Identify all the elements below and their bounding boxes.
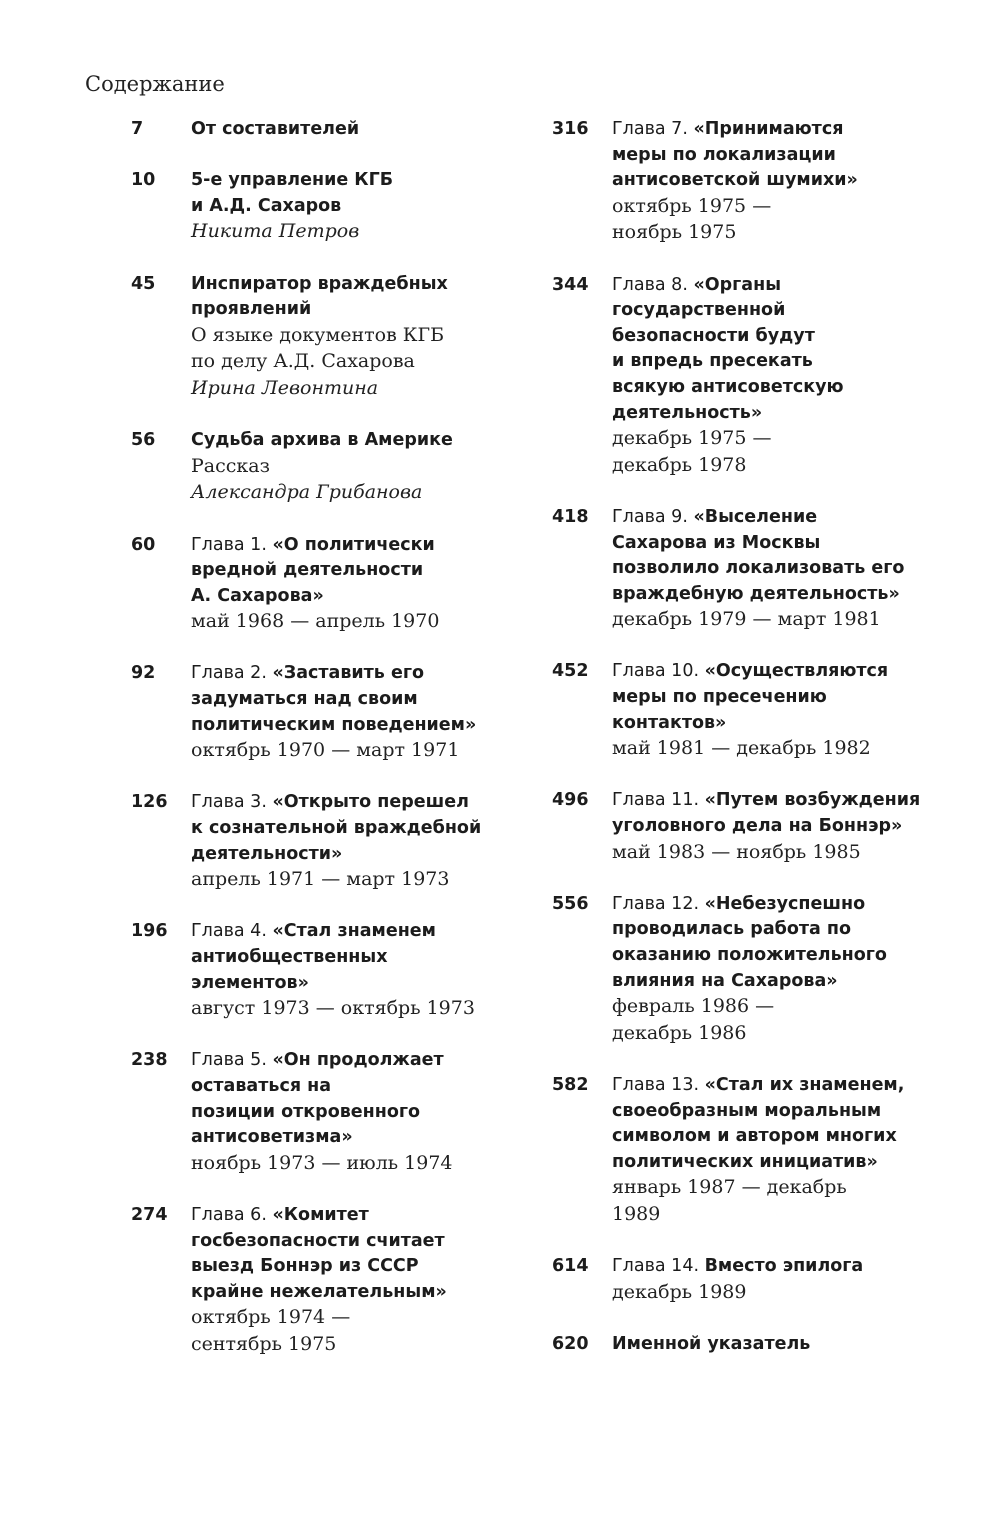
toc-title: От составителей — [191, 119, 360, 139]
toc-page-number: 418 — [552, 506, 589, 527]
toc-subtitle: сентябрь 1975 — [191, 1332, 337, 1355]
toc-entry-text — [191, 272, 511, 403]
toc-line — [191, 558, 511, 584]
toc-title: элементов» — [191, 972, 309, 993]
toc-title: Вместо эпилога — [704, 1256, 864, 1277]
toc-title: контактов» — [612, 712, 727, 733]
toc-line — [191, 738, 511, 765]
toc-line — [191, 168, 511, 194]
toc-entry-text — [191, 1048, 511, 1177]
toc-subtitle: ноябрь 1975 — [612, 221, 737, 244]
toc-line — [612, 892, 942, 918]
toc-entry[interactable] — [131, 1048, 511, 1177]
chapter-label: Глава 5. — [191, 1050, 273, 1071]
toc-line — [612, 324, 942, 350]
toc-author: Ирина Левонтина — [191, 376, 379, 399]
toc-title: госбезопасности считает — [191, 1230, 445, 1251]
toc-line — [191, 584, 511, 610]
spine-title-graphic — [932, 38, 1000, 618]
toc-page-number: 126 — [131, 792, 168, 813]
toc-title: безопасности будут — [612, 325, 815, 346]
toc-subtitle: декабрь 1989 — [612, 1280, 747, 1303]
toc-line — [612, 1073, 942, 1099]
toc-line — [612, 685, 942, 711]
toc-entry-text — [612, 659, 942, 762]
chapter-label: Глава 1. — [191, 534, 273, 555]
toc-page-number: 452 — [552, 661, 589, 682]
toc-title: своеобразным моральным — [612, 1100, 882, 1121]
toc-page-number: 56 — [131, 430, 156, 451]
toc-title: выезд Боннэр из СССР — [191, 1256, 419, 1277]
toc-title: «О политически — [272, 534, 435, 555]
chapter-label: Глава 13. — [612, 1074, 705, 1095]
toc-line — [612, 711, 942, 737]
toc-line — [612, 1254, 942, 1280]
toc-title: деятельности» — [191, 843, 343, 864]
toc-title: уголовного дела на Боннэр» — [612, 816, 903, 837]
toc-subtitle: ноябрь 1973 — июль 1974 — [191, 1151, 453, 1174]
toc-entry-text — [612, 505, 942, 634]
toc-line — [191, 194, 511, 220]
toc-subtitle: май 1983 — ноябрь 1985 — [612, 840, 861, 863]
toc-line — [612, 220, 942, 247]
toc-line — [612, 1099, 942, 1125]
toc-entry-text — [191, 533, 511, 636]
toc-title: «Он продолжает — [272, 1050, 444, 1071]
toc-page-number: 496 — [552, 790, 589, 811]
toc-line — [191, 687, 511, 713]
toc-title: оказанию положительного — [612, 945, 887, 965]
toc-line — [191, 454, 511, 481]
toc-title: крайне нежелательным» — [191, 1281, 447, 1302]
toc-author: Никита Петров — [191, 220, 360, 243]
toc-column-right — [552, 117, 942, 1383]
toc-title: «Заставить его — [272, 663, 424, 684]
toc-line — [612, 943, 942, 969]
toc-line — [191, 996, 511, 1023]
toc-line — [191, 428, 511, 454]
toc-line — [612, 194, 942, 221]
toc-title: государственной — [612, 300, 786, 321]
toc-line — [191, 1305, 511, 1332]
toc-line — [612, 607, 942, 634]
toc-line — [191, 1100, 511, 1126]
toc-title: А. Сахарова» — [191, 585, 324, 606]
toc-line — [612, 556, 942, 582]
toc-line — [612, 401, 942, 427]
chapter-label: Глава 2. — [191, 663, 273, 684]
spine-title — [932, 38, 1000, 618]
toc-line — [612, 788, 942, 814]
toc-line — [612, 736, 942, 763]
toc-subtitle: октябрь 1974 — — [191, 1306, 351, 1329]
toc-page-number: 614 — [552, 1256, 589, 1277]
toc-title: антисоветизма» — [191, 1127, 353, 1148]
toc-title: деятельность» — [612, 402, 763, 423]
toc-entry[interactable] — [552, 892, 942, 1048]
toc-title: вредной деятельности — [191, 560, 424, 581]
toc-entry-text — [612, 788, 942, 866]
toc-title: «Небезуспешно — [704, 893, 866, 914]
toc-title: позволило локализовать его — [612, 558, 905, 579]
toc-subtitle: октябрь 1970 — март 1971 — [191, 739, 460, 762]
toc-line — [612, 117, 942, 143]
toc-title: символом и автором многих — [612, 1126, 897, 1147]
chapter-label: Глава 9. — [612, 506, 694, 527]
toc-line — [612, 1332, 942, 1358]
toc-line — [612, 994, 942, 1021]
toc-entry-text — [191, 168, 511, 246]
toc-line — [191, 272, 511, 298]
toc-title: «Комитет — [272, 1204, 369, 1225]
toc-subtitle: 1989 — [612, 1202, 661, 1225]
toc-entry[interactable] — [131, 117, 511, 143]
toc-title: влияния на Сахарова» — [612, 970, 838, 991]
toc-entry-text — [191, 919, 511, 1022]
toc-entry[interactable] — [552, 1073, 942, 1229]
toc-line — [191, 533, 511, 559]
toc-page-number: 45 — [131, 273, 156, 294]
toc-line — [612, 840, 942, 867]
toc-line — [612, 1124, 942, 1150]
toc-entry-text — [612, 117, 942, 247]
toc-title: меры по пресечению — [612, 687, 827, 708]
toc-title: 5-е управление КГБ — [191, 170, 394, 191]
toc-page-number: 556 — [552, 893, 589, 914]
toc-entry[interactable] — [131, 272, 511, 403]
toc-title: антисоветской шумихи» — [612, 170, 858, 191]
chapter-label: Глава 8. — [612, 274, 694, 295]
toc-entry[interactable] — [552, 505, 942, 634]
toc-line — [191, 1048, 511, 1074]
toc-page-number: 60 — [131, 534, 156, 555]
toc-subtitle: декабрь 1986 — [612, 1021, 747, 1044]
toc-title: «Принимаются — [693, 119, 844, 139]
toc-author: Александра Грибанова — [191, 481, 423, 504]
toc-entry[interactable] — [552, 117, 942, 247]
toc-line — [191, 867, 511, 894]
toc-entry-text — [191, 428, 511, 507]
chapter-label: Глава 4. — [191, 921, 273, 942]
toc-line — [191, 790, 511, 816]
toc-subtitle: апрель 1971 — март 1973 — [191, 868, 450, 891]
toc-line — [191, 971, 511, 997]
chapter-label: Глава 3. — [191, 792, 273, 813]
toc-entry[interactable] — [131, 790, 511, 893]
toc-heading: Содержание — [85, 72, 225, 96]
toc-entry-text — [612, 1332, 942, 1358]
toc-subtitle: май 1981 — декабрь 1982 — [612, 737, 871, 760]
toc-line — [191, 480, 511, 507]
toc-line — [612, 168, 942, 194]
toc-title: «Стал знаменем — [272, 921, 436, 942]
toc-title: задуматься над своим — [191, 689, 418, 710]
toc-line — [191, 219, 511, 246]
toc-entry[interactable] — [131, 168, 511, 246]
toc-entry[interactable] — [131, 919, 511, 1022]
toc-column-left — [131, 117, 511, 1384]
toc-line — [191, 713, 511, 739]
toc-line — [191, 945, 511, 971]
toc-line — [191, 323, 511, 350]
toc-line — [612, 349, 942, 375]
toc-line — [191, 349, 511, 376]
toc-title: политическим поведением» — [191, 714, 477, 735]
toc-title: меры по локализации — [612, 144, 836, 165]
toc-title: «Осуществляются — [704, 661, 889, 682]
toc-page-number: 10 — [131, 170, 156, 191]
toc-entry-text — [191, 1203, 511, 1359]
toc-title: всякую антисоветскую — [612, 376, 844, 397]
toc-line — [612, 505, 942, 531]
toc-subtitle: август 1973 — октябрь 1973 — [191, 997, 475, 1020]
toc-entry-text — [191, 790, 511, 893]
toc-entry[interactable] — [131, 428, 511, 507]
toc-title: «Открыто перешел — [272, 792, 469, 813]
toc-page-number: 582 — [552, 1074, 589, 1095]
toc-line — [191, 1229, 511, 1255]
toc-line — [191, 919, 511, 945]
toc-entry-text — [612, 892, 942, 1048]
toc-title: оставаться на — [191, 1075, 332, 1096]
toc-line — [191, 816, 511, 842]
toc-line — [612, 298, 942, 324]
toc-page-number: 196 — [131, 921, 168, 942]
toc-line — [191, 1151, 511, 1178]
toc-subtitle: январь 1987 — декабрь — [612, 1176, 847, 1199]
toc-subtitle: О языке документов КГБ — [191, 323, 445, 346]
toc-line — [191, 609, 511, 636]
toc-line — [191, 297, 511, 323]
toc-entry[interactable] — [552, 659, 942, 762]
toc-entry[interactable] — [131, 1203, 511, 1359]
toc-line — [612, 426, 942, 453]
toc-line — [612, 1202, 942, 1229]
toc-title: и А.Д. Сахаров — [191, 195, 342, 216]
toc-line — [191, 376, 511, 403]
toc-line — [191, 1280, 511, 1306]
toc-line — [191, 1332, 511, 1359]
toc-page-number: 7 — [131, 119, 144, 139]
toc-entry-text — [612, 1073, 942, 1229]
toc-title: проявлений — [191, 299, 312, 320]
chapter-label: Глава 10. — [612, 661, 705, 682]
toc-page-number: 92 — [131, 663, 156, 684]
toc-line — [612, 814, 942, 840]
toc-line — [612, 1175, 942, 1202]
chapter-label: Глава 6. — [191, 1204, 273, 1225]
toc-line — [612, 659, 942, 685]
toc-entry[interactable] — [552, 1332, 942, 1358]
chapter-label: Глава 14. — [612, 1256, 705, 1277]
toc-line — [191, 117, 511, 143]
toc-line — [612, 917, 942, 943]
toc-entry-text — [191, 661, 511, 764]
toc-entry[interactable] — [552, 273, 942, 480]
toc-title: Сахарова из Москвы — [612, 532, 821, 553]
toc-entry[interactable] — [131, 533, 511, 636]
toc-title: враждебную деятельность» — [612, 583, 900, 604]
toc-title: «Органы — [693, 274, 782, 295]
toc-line — [191, 842, 511, 868]
toc-line — [612, 375, 942, 401]
toc-line — [191, 661, 511, 687]
toc-page-number: 620 — [552, 1333, 589, 1354]
toc-subtitle: декабрь 1975 — — [612, 427, 772, 450]
toc-title: антиобщественных — [191, 947, 388, 967]
chapter-label: Глава 12. — [612, 893, 705, 914]
toc-line — [612, 273, 942, 299]
toc-line — [612, 969, 942, 995]
toc-title: «Путем возбуждения — [704, 790, 921, 811]
toc-subtitle: май 1968 — апрель 1970 — [191, 610, 440, 633]
toc-page-number: 316 — [552, 119, 589, 139]
toc-subtitle: декабрь 1978 — [612, 453, 747, 476]
toc-subtitle: декабрь 1979 — март 1981 — [612, 608, 881, 631]
toc-title: и впредь пресекать — [612, 351, 813, 372]
toc-subtitle: октябрь 1975 — — [612, 194, 772, 217]
toc-line — [612, 1280, 942, 1307]
toc-page-number: 274 — [131, 1204, 168, 1225]
toc-line — [612, 143, 942, 169]
toc-page-number: 238 — [131, 1050, 168, 1071]
toc-entry[interactable] — [131, 661, 511, 764]
chapter-label: Глава 7. — [612, 119, 694, 139]
toc-title: «Стал их знаменем, — [704, 1074, 905, 1095]
toc-title: позиции откровенного — [191, 1101, 421, 1122]
toc-entry-text — [612, 273, 942, 480]
toc-subtitle: февраль 1986 — — [612, 995, 775, 1018]
toc-page-number: 344 — [552, 274, 589, 295]
toc-line — [612, 1150, 942, 1176]
toc-line — [191, 1074, 511, 1100]
chapter-label: Глава 11. — [612, 790, 705, 811]
toc-line — [191, 1254, 511, 1280]
toc-subtitle: по делу А.Д. Сахарова — [191, 350, 415, 373]
toc-title: политических инициатив» — [612, 1151, 878, 1172]
toc-entry[interactable] — [552, 788, 942, 866]
toc-entry[interactable] — [552, 1254, 942, 1306]
toc-title: к сознательной враждебной — [191, 818, 482, 839]
toc-title: Именной указатель — [612, 1333, 811, 1354]
toc-title: проводилась работа по — [612, 919, 852, 940]
toc-subtitle: Рассказ — [191, 454, 270, 477]
toc-title: «Выселение — [693, 506, 818, 527]
toc-line — [612, 1021, 942, 1048]
toc-entry-text — [191, 117, 511, 143]
toc-line — [612, 582, 942, 608]
toc-line — [191, 1203, 511, 1229]
toc-line — [612, 453, 942, 480]
toc-title: Инспиратор враждебных — [191, 273, 448, 294]
toc-line — [612, 531, 942, 557]
toc-entry-text — [612, 1254, 942, 1306]
toc-title: Судьба архива в Америке — [191, 430, 453, 451]
toc-line — [191, 1125, 511, 1151]
